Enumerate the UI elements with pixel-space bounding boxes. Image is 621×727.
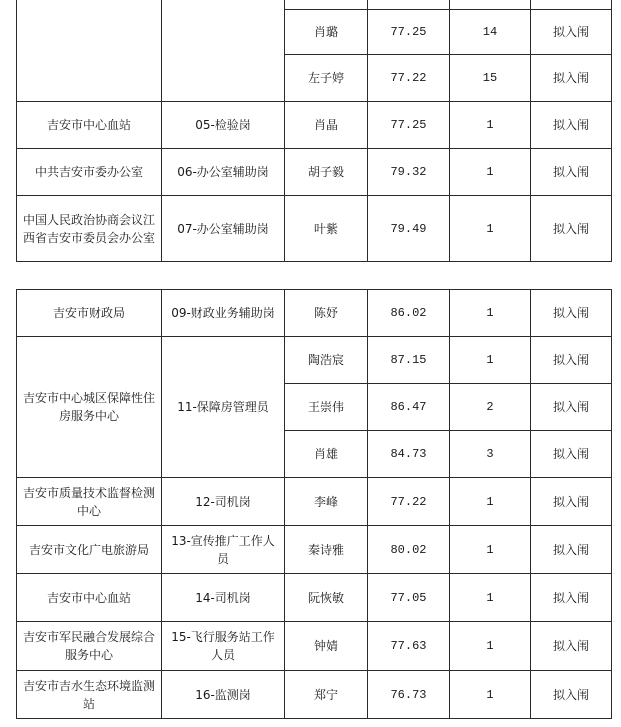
rank-cell: 1	[450, 102, 531, 149]
rank-cell: 1	[450, 574, 531, 622]
score-cell: 76.73	[368, 671, 450, 719]
status-cell: 拟入闱	[531, 574, 612, 622]
score-cell: 86.47	[368, 384, 450, 431]
score-cell: 84.73	[368, 431, 450, 478]
name-cell: 肖雄	[285, 431, 368, 478]
score-cell: 79.32	[368, 149, 450, 196]
status-cell: 拟入闱	[531, 526, 612, 574]
unit-cell	[17, 0, 162, 102]
status-cell: 拟入闱	[531, 337, 612, 384]
rank-cell: 1	[450, 196, 531, 262]
position-cell	[162, 0, 285, 102]
rank-cell: 1	[450, 671, 531, 719]
score-cell: 80.02	[368, 526, 450, 574]
table-row	[17, 671, 612, 719]
name-cell: 秦诗雅	[285, 526, 368, 574]
score-cell: 77.05	[368, 574, 450, 622]
status-cell: 拟入闱	[531, 384, 612, 431]
status-cell: 拟入闱	[531, 290, 612, 337]
status-cell: 拟入闱	[531, 10, 612, 55]
table-row	[17, 622, 612, 671]
position-cell: 14-司机岗	[162, 574, 285, 622]
status-cell: 拟入闱	[531, 102, 612, 149]
unit-cell: 吉安市质量技术监督检测中心	[17, 478, 162, 526]
unit-cell: 吉安市吉水生态环境监测站	[17, 671, 162, 719]
position-cell: 09-财政业务辅助岗	[162, 290, 285, 337]
name-cell: 钟婧	[285, 622, 368, 671]
score-cell: 86.02	[368, 290, 450, 337]
table-row	[17, 478, 612, 526]
unit-cell: 吉安市文化广电旅游局	[17, 526, 162, 574]
unit-cell: 吉安市军民融合发展综合服务中心	[17, 622, 162, 671]
status-cell: 拟入闱	[531, 196, 612, 262]
position-cell: 12-司机岗	[162, 478, 285, 526]
position-cell: 15-飞行服务站工作人员	[162, 622, 285, 671]
position-cell: 13-宣传推广工作人员	[162, 526, 285, 574]
rank-cell: 1	[450, 622, 531, 671]
rank-cell: 1	[450, 478, 531, 526]
name-cell: 胡子毅	[285, 149, 368, 196]
status-cell: 拟入闱	[531, 622, 612, 671]
unit-cell: 吉安市中心血站	[17, 102, 162, 149]
results-table-2	[16, 289, 612, 719]
rank-cell: 15	[450, 55, 531, 102]
name-cell: 陶浩宸	[285, 337, 368, 384]
table-row	[17, 102, 612, 149]
rank-cell: 1	[450, 290, 531, 337]
page-gap	[0, 263, 621, 287]
unit-cell: 吉安市财政局	[17, 290, 162, 337]
table-row	[17, 149, 612, 196]
score-cell: 77.22	[368, 55, 450, 102]
table-row	[17, 290, 612, 337]
table-row	[17, 574, 612, 622]
name-cell: 李峰	[285, 478, 368, 526]
rank-cell: 1	[450, 149, 531, 196]
status-cell: 拟入闱	[531, 478, 612, 526]
name-cell: 左子婷	[285, 55, 368, 102]
unit-cell: 中国人民政治协商会议江西省吉安市委员会办公室	[17, 196, 162, 262]
rank-cell: 3	[450, 431, 531, 478]
rank-cell: 1	[450, 337, 531, 384]
name-cell: 陈妤	[285, 290, 368, 337]
results-table-1	[16, 0, 612, 262]
table-row	[17, 196, 612, 262]
status-cell: 拟入闱	[531, 671, 612, 719]
score-cell: 77.63	[368, 622, 450, 671]
position-cell: 06-办公室辅助岗	[162, 149, 285, 196]
name-cell: 肖璐	[285, 10, 368, 55]
unit-cell: 吉安市中心血站	[17, 574, 162, 622]
position-cell: 07-办公室辅助岗	[162, 196, 285, 262]
score-cell: 87.15	[368, 337, 450, 384]
name-cell: 王崇伟	[285, 384, 368, 431]
name-cell: 阮恢敏	[285, 574, 368, 622]
position-cell: 16-监测岗	[162, 671, 285, 719]
name-cell: 肖晶	[285, 102, 368, 149]
status-cell: 拟入闱	[531, 431, 612, 478]
status-cell: 拟入闱	[531, 149, 612, 196]
score-cell: 79.49	[368, 196, 450, 262]
score-cell: 77.22	[368, 478, 450, 526]
unit-cell: 中共吉安市委办公室	[17, 149, 162, 196]
score-cell: 77.25	[368, 10, 450, 55]
name-cell: 郑宁	[285, 671, 368, 719]
rank-cell: 14	[450, 10, 531, 55]
position-cell: 11-保障房管理员	[162, 337, 285, 478]
status-cell: 拟入闱	[531, 55, 612, 102]
name-cell: 叶紫	[285, 196, 368, 262]
table-row	[17, 0, 612, 10]
table-row	[17, 337, 612, 384]
position-cell: 05-检验岗	[162, 102, 285, 149]
unit-cell: 吉安市中心城区保障性住房服务中心	[17, 337, 162, 478]
rank-cell: 2	[450, 384, 531, 431]
table-row	[17, 526, 612, 574]
rank-cell: 1	[450, 526, 531, 574]
score-cell: 77.25	[368, 102, 450, 149]
